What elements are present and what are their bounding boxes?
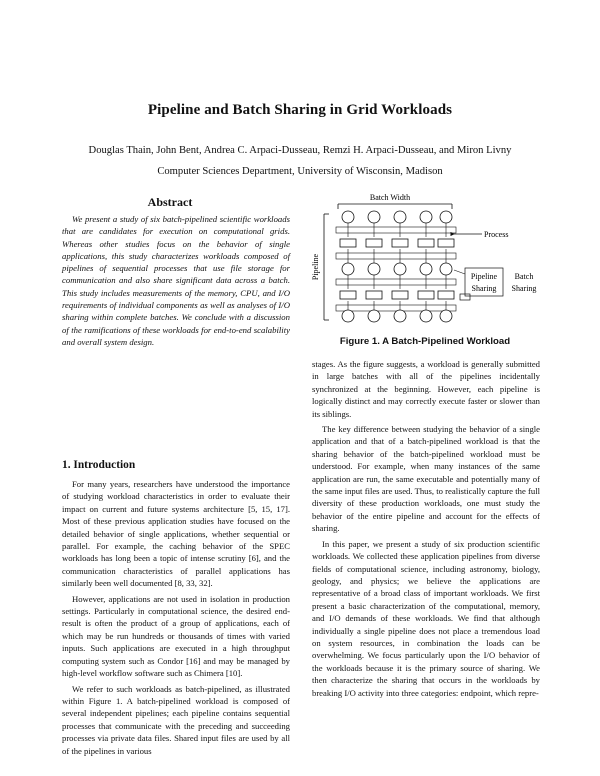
figure-diagram [310, 190, 540, 330]
process-node [368, 310, 380, 322]
pipeline-axis-label: Pipeline [311, 253, 320, 281]
abstract-text: We present a study of six batch-pipelined scientific workloads that are candidates for execution on computational grids. Whereas other studies focus on the behavior of single applications, this study characterizes workloads composed of pipelines of sequential processes that use file storage for communication and also share significant data across a batch. This study includes measurements of the memory, CPU, and I/O requirements of individual components as well as analyses of I/O sharing within complete batches. We conclude with a discussion of the ramifications of these workloads for end-to-end scalability and overall system design. [62, 214, 290, 347]
section-heading-introduction: 1. Introduction [62, 459, 136, 471]
batch-sharing-label-1: Batch [514, 272, 534, 281]
process-node [368, 263, 380, 275]
batch-shared-file [336, 279, 456, 285]
right-column-body [312, 358, 540, 699]
process-node [342, 211, 354, 223]
affiliation-line: Computer Sciences Department, University of Wisconsin, Madison [157, 166, 443, 177]
process-node [394, 310, 406, 322]
pipeline-file [340, 291, 356, 299]
pipeline-file [438, 291, 454, 299]
pipeline-file [438, 239, 454, 247]
right-paragraph-1: stages. As the figure suggests, a workload is generally submitted in large batches with all of the pipelines incidentally synchronized at the beginning. However, each pipeline is logically distinct and may correctly execute faster or slower than its siblings. [312, 359, 540, 419]
batch-shared-file [336, 227, 456, 233]
process-node [368, 211, 380, 223]
process-node [440, 310, 452, 322]
batch-shared-file [336, 305, 456, 311]
process-node [342, 310, 354, 322]
pipeline-grid [336, 211, 456, 322]
right-paragraph-3: In this paper, we present a study of six production scientific workloads. We collected these application pipelines from diverse fields of computational science, including astronomy, biology, geology, and physics; we believe the applications are representative of a broad class of important workloads. We first present a basic characterization of the computational, memory, and I/O demands of these workloads. We find that although individually a single pipeline does not place a tremendous load on system resources, in combination the loads can be overwhelming. We focus particularly upon the I/O behavior of the workloads because it is the primary source of sharing. We then characterize the sharing that occurs in the workloads by breaking I/O activity into three categories: endpoint, which repre- [312, 538, 540, 698]
pipeline-file [366, 239, 382, 247]
pipeline-file [366, 291, 382, 299]
process-label: Process [484, 230, 509, 239]
authors-line: Douglas Thain, John Bent, Andrea C. Arpaci-Dusseau, Remzi H. Arpaci-Dusseau, and Miron Livny [88, 145, 512, 156]
figure-caption: Figure 1. A Batch-Pipelined Workload [339, 336, 511, 347]
left-column-body [62, 478, 290, 757]
figure-batch-pipelined-workload [310, 190, 540, 330]
process-node [420, 263, 432, 275]
batch-width-label: Batch Width [369, 193, 411, 202]
intro-paragraph-2: However, applications are not used in isolation in production settings. Particularly in computational science, the desired end-result is often the product of a group of applications, each of which may be run hundreds or thousands of times with varied inputs. Such applications are executed in a high throughput computing system such as Condor [16] and may be managed by high-level workflow software such as Chimera [10]. [62, 593, 290, 679]
pipeline-file [392, 239, 408, 247]
paper-title: Pipeline and Batch Sharing in Grid Workloads [147, 102, 453, 118]
author-block [40, 140, 560, 182]
intro-paragraph-1: For many years, researchers have understood the importance of studying workload characteristics in order to evaluate their impact on current and future systems architecture [5, 15, 17]. Most of these previous application studies have focused on the detailed behavior of single applications, whether sequential or parallel. For example, the caching behavior of the SPEC workloads has long been a topic of intense scrutiny [6], and the communication characteristics of parallel applications has similarly been well documented [8, 33, 32]. [62, 479, 290, 589]
pipeline-file [392, 291, 408, 299]
pipeline-file [418, 291, 434, 299]
right-paragraph-2: The key difference between studying the behavior of a single application and that of a batch-pipelined workload is that the sharing behavior of the batch-pipelined workload must be understood. For example, when many instances of the same application are run, the same executable and potentially many of the same input files are used. Thus, to realistically capture the full diversity of these production workloads, one must study the behavior of the entire pipeline and account for the effects of sharing. [312, 424, 540, 534]
process-node [394, 211, 406, 223]
process-node [420, 310, 432, 322]
intro-paragraph-3: We refer to such workloads as batch-pipelined, as illustrated within Figure 1. A batch-pipelined workload is composed of several independent pipelines; each pipeline contains sequential processes that communicate with the preceding and succeeding processes via private data files. Shared input files are used by all of the pipelines in various [62, 683, 290, 756]
process-node [420, 211, 432, 223]
pipeline-file [418, 239, 434, 247]
pipeline-sharing-label-2: Sharing [471, 284, 497, 293]
batch-sharing-label-2: Sharing [511, 284, 537, 293]
process-node [440, 263, 452, 275]
pipeline-sharing-label-1: Pipeline [470, 272, 498, 281]
process-node [342, 263, 354, 275]
process-node [440, 211, 452, 223]
batch-shared-file [336, 253, 456, 259]
pipeline-file [340, 239, 356, 247]
process-node [394, 263, 406, 275]
abstract-heading: Abstract [147, 195, 193, 209]
